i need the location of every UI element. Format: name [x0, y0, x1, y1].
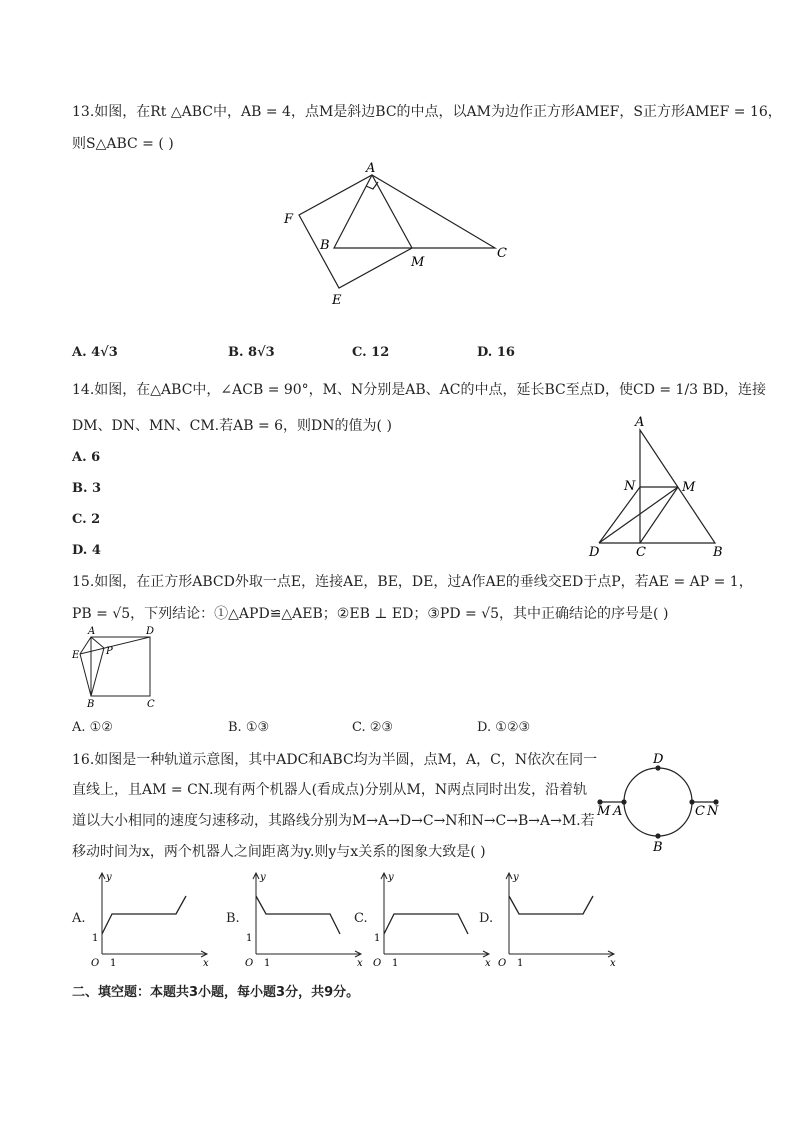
q15-label-d: D [146, 626, 155, 637]
origin-label: O [245, 958, 254, 969]
y-axis-label: y [106, 872, 112, 883]
q16-graph-b[interactable] [242, 870, 367, 970]
q15-option-c[interactable]: C. ②③ [352, 720, 394, 735]
q14-label-c: C [636, 545, 646, 560]
q14-option-b[interactable]: B. 3 [72, 481, 102, 496]
q13-label-e: E [332, 293, 342, 308]
q14-label-b: B [713, 545, 723, 560]
origin-label: O [91, 958, 100, 969]
q13-option-c[interactable]: C. 12 [352, 345, 390, 360]
q16-graph-option-a-label[interactable]: A. [72, 911, 86, 926]
q16-graph-option-d-label[interactable]: D. [479, 911, 494, 926]
q13-line1: 13.如图，在Rt △ABC中，AB = 4，点M是斜边BC的中点，以AM为边作正方形AMEF，S正方形AMEF = 16， [72, 104, 782, 120]
x-axis-label: x [357, 958, 363, 969]
q14-label-d: D [589, 545, 600, 560]
q16-line3: 道以大小相同的速度匀速移动，其路线分别为M→A→D→C→N和N→C→B→A→M.若 [72, 813, 595, 829]
q13-label-f: F [284, 212, 294, 227]
q16-graph-d[interactable] [495, 870, 620, 970]
q16-graph-a[interactable] [88, 870, 213, 970]
q16-label-m: M [597, 804, 611, 819]
q15-label-b: B [87, 699, 95, 710]
q13-option-d[interactable]: D. 16 [477, 345, 515, 360]
x-tick-label: 1 [110, 958, 117, 969]
y-axis-label: y [513, 872, 519, 883]
section-2-heading: 二、填空题：本题共3小题，每小题3分，共9分。 [72, 985, 360, 1000]
q15-figure [70, 624, 165, 712]
q15-label-c: C [147, 699, 155, 710]
x-axis-label: x [610, 958, 616, 969]
q16-line4: 移动时间为x，两个机器人之间距离为y.则y与x关系的图象大致是( ) [72, 844, 486, 860]
q15-option-b[interactable]: B. ①③ [228, 720, 270, 735]
q14-option-d[interactable]: D. 4 [72, 543, 101, 558]
q14-line1: 14.如图，在△ABC中，∠ACB = 90°，M、N分别是AB、AC的中点，延长BC至点D，使CD = 1/3 BD，连接 [72, 382, 767, 398]
q16-line1: 16.如图是一种轨道示意图，其中ADC和ABC均为半圆，点M，A，C，N依次在同一 [72, 752, 598, 768]
y-tick-label: 1 [374, 933, 381, 944]
q14-line2: DM、DN、MN、CM.若AB = 6，则DN的值为( ) [72, 418, 392, 434]
q14-label-n: N [624, 479, 636, 494]
y-axis-label: y [260, 872, 266, 883]
y-tick-label: 1 [246, 933, 253, 944]
q15-label-a: A [88, 626, 96, 637]
q16-graph-option-c-label[interactable]: C. [354, 911, 368, 926]
origin-label: O [498, 958, 507, 969]
q15-label-e: E [72, 650, 80, 661]
q16-label-a: A [613, 804, 623, 819]
q16-graph-option-b-label[interactable]: B. [226, 911, 240, 926]
q14-label-m: M [682, 480, 696, 495]
x-axis-label: x [485, 958, 491, 969]
x-axis-label: x [203, 958, 209, 969]
q16-label-n: N [707, 804, 719, 819]
q13-label-b: B [320, 238, 330, 253]
q16-label-c: C [695, 804, 705, 819]
origin-label: O [373, 958, 382, 969]
x-tick-label: 1 [392, 958, 399, 969]
q16-graph-c[interactable] [370, 870, 495, 970]
x-tick-label: 1 [517, 958, 524, 969]
q13-line2: 则S△ABC = ( ) [72, 136, 174, 152]
q14-figure [585, 410, 735, 560]
q14-option-a[interactable]: A. 6 [72, 450, 101, 465]
q14-option-c[interactable]: C. 2 [72, 512, 101, 527]
y-axis-label: y [388, 872, 394, 883]
q16-label-b: B [653, 840, 663, 855]
q15-line1: 15.如图，在正方形ABCD外取一点E，连接AE，BE，DE，过A作AE的垂线交ED于点P，若AE = AP = 1， [72, 574, 753, 590]
q14-label-a: A [635, 415, 645, 430]
q13-label-c: C [497, 246, 507, 261]
q15-option-d[interactable]: D. ①②③ [477, 720, 531, 735]
q15-option-a[interactable]: A. ①② [72, 720, 113, 735]
q16-line2: 直线上，且AM = CN.现有两个机器人(看成点)分别从M，N两点同时出发，沿着轨 [72, 782, 588, 798]
q13-figure [270, 160, 530, 310]
y-tick-label: 1 [92, 933, 99, 944]
q13-label-a: A [366, 161, 376, 176]
q13-option-a[interactable]: A. 4√3 [72, 345, 118, 360]
q13-option-b[interactable]: B. 8√3 [228, 345, 275, 360]
x-tick-label: 1 [264, 958, 271, 969]
q16-track-figure [590, 750, 730, 855]
q13-label-m: M [411, 255, 425, 270]
q15-line2: PB = √5，下列结论：①△APD≌△AEB；②EB ⊥ ED；③PD = √5，其中正确结论的序号是( ) [72, 606, 669, 622]
q16-label-d: D [653, 752, 664, 767]
q15-label-p: P [106, 646, 113, 657]
